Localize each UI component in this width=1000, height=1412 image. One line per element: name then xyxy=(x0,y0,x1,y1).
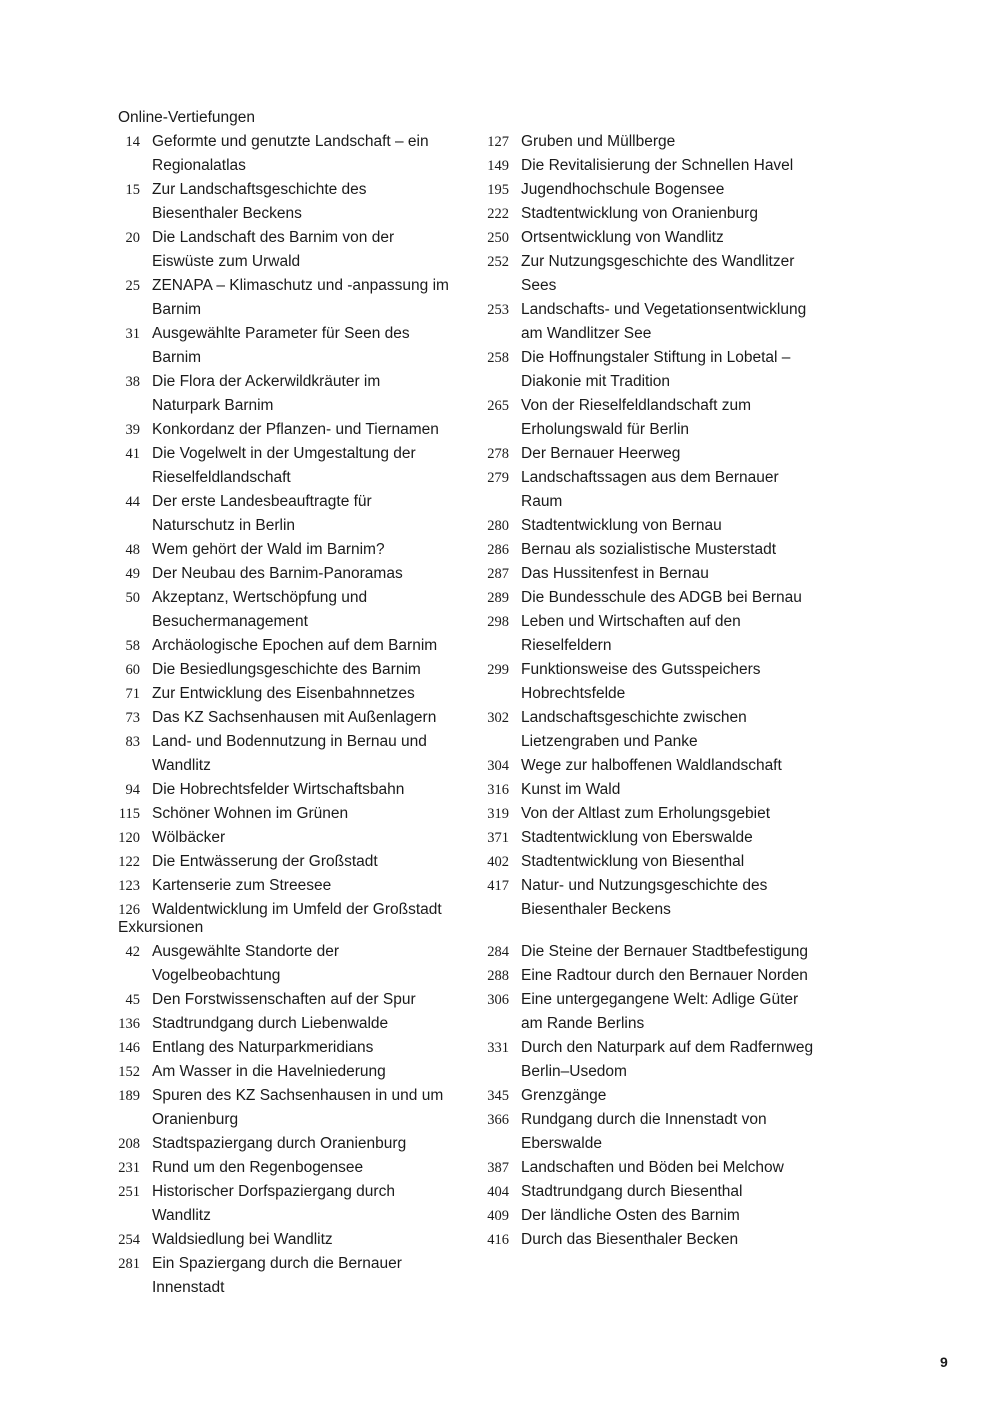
entry-title: Konkordanz der Pflanzen- und Tiernamen xyxy=(152,421,439,438)
entry-columns xyxy=(118,940,838,1300)
toc-entry[interactable] xyxy=(118,490,487,538)
entry-page-number: 284 xyxy=(487,944,509,960)
toc-entry[interactable] xyxy=(487,394,856,442)
entry-page-number: 409 xyxy=(487,1208,509,1224)
entry-title: Zur Nutzungsgeschichte des Wandlitzer Sees xyxy=(521,253,795,294)
section-exkursionen xyxy=(118,916,838,1300)
entry-title: Das KZ Sachsenhausen mit Außenlagern xyxy=(152,709,437,726)
toc-entry[interactable] xyxy=(118,562,487,586)
toc-entry[interactable] xyxy=(118,634,487,658)
entry-page-number: 42 xyxy=(125,944,140,960)
entry-title: Wege zur halboffenen Waldlandschaft xyxy=(521,757,782,774)
toc-entry[interactable] xyxy=(118,418,487,442)
entry-page-number: 319 xyxy=(487,806,509,822)
toc-entry[interactable] xyxy=(487,778,856,802)
entry-page-number: 73 xyxy=(125,710,140,726)
entry-title: Die Landschaft des Barnim von der Eiswüste zum Urwald xyxy=(152,229,395,270)
entry-title: Von der Altlast zum Erholungsgebiet xyxy=(521,805,771,822)
entry-page-number: 287 xyxy=(487,566,509,582)
entry-page-number: 15 xyxy=(125,182,140,198)
entry-title: Die Besiedlungsgeschichte des Barnim xyxy=(152,661,421,678)
entry-title: Die Revitalisierung der Schnellen Havel xyxy=(521,157,794,174)
entry-page-number: 152 xyxy=(118,1064,140,1080)
entry-page-number: 195 xyxy=(487,182,509,198)
entry-page-number: 208 xyxy=(118,1136,140,1152)
entry-page-number: 278 xyxy=(487,446,509,462)
toc-entry[interactable] xyxy=(118,1060,487,1084)
toc-entry[interactable] xyxy=(487,1204,856,1228)
entry-title: Jugendhochschule Bogensee xyxy=(521,181,725,198)
toc-entry[interactable] xyxy=(487,538,856,562)
entry-title: Der erste Landesbeauftragte für Naturschutz in Berlin xyxy=(152,493,372,534)
entry-page-number: 60 xyxy=(125,662,140,678)
entry-page-number: 222 xyxy=(487,206,509,222)
toc-entry[interactable] xyxy=(118,706,487,730)
entry-title: Der ländliche Osten des Barnim xyxy=(521,1207,740,1224)
entry-page-number: 331 xyxy=(487,1040,509,1056)
entry-title: Ausgewählte Parameter für Seen des Barnim xyxy=(152,325,410,366)
entry-page-number: 41 xyxy=(125,446,140,462)
entry-page-number: 258 xyxy=(487,350,509,366)
toc-entry[interactable] xyxy=(118,802,487,826)
toc-entry[interactable] xyxy=(487,1228,856,1252)
toc-entry[interactable] xyxy=(487,442,856,466)
toc-entry[interactable] xyxy=(487,964,856,988)
entry-page-number: 417 xyxy=(487,878,509,894)
entry-title: Die Hoffnungstaler Stiftung in Lobetal – Diakonie mit Tradition xyxy=(521,349,791,390)
entry-title: Stadtentwicklung von Bernau xyxy=(521,517,722,534)
toc-entry[interactable] xyxy=(118,826,487,850)
entry-page-number: 316 xyxy=(487,782,509,798)
entry-page-number: 127 xyxy=(487,134,509,150)
entry-title: Stadtentwicklung von Eberswalde xyxy=(521,829,753,846)
entry-title: Schöner Wohnen im Grünen xyxy=(152,805,349,822)
left-column xyxy=(118,940,487,1300)
entry-page-number: 402 xyxy=(487,854,509,870)
left-column xyxy=(118,130,487,922)
entry-page-number: 387 xyxy=(487,1160,509,1176)
toc-entry[interactable] xyxy=(487,514,856,538)
entry-page-number: 83 xyxy=(125,734,140,750)
entry-page-number: 265 xyxy=(487,398,509,414)
toc-entry[interactable] xyxy=(118,274,487,322)
toc-entry[interactable] xyxy=(118,130,487,178)
entry-page-number: 286 xyxy=(487,542,509,558)
toc-entry[interactable] xyxy=(487,130,856,154)
entry-title: Den Forstwissenschaften auf der Spur xyxy=(152,991,416,1008)
entry-page-number: 48 xyxy=(125,542,140,558)
entry-page-number: 371 xyxy=(487,830,509,846)
entry-title: Funktionsweise des Gutsspeichers Hobrechtsfelde xyxy=(521,661,761,702)
entry-page-number: 39 xyxy=(125,422,140,438)
entry-title: Die Vogelwelt in der Umgestaltung der Rieselfeldlandschaft xyxy=(152,445,416,486)
entry-columns xyxy=(118,130,838,922)
entry-page-number: 123 xyxy=(118,878,140,894)
entry-title: Die Flora der Ackerwildkräuter im Naturpark Barnim xyxy=(152,373,381,414)
entry-title: Entlang des Naturparkmeridians xyxy=(152,1039,374,1056)
toc-entry[interactable] xyxy=(487,1108,856,1156)
entry-page-number: 126 xyxy=(118,902,140,918)
toc-entry[interactable] xyxy=(487,154,856,178)
toc-entry[interactable] xyxy=(487,466,856,514)
entry-title: Eine Radtour durch den Bernauer Norden xyxy=(521,967,808,984)
entry-page-number: 366 xyxy=(487,1112,509,1128)
entry-page-number: 345 xyxy=(487,1088,509,1104)
entry-title: Von der Rieselfeldlandschaft zum Erholungswald für Berlin xyxy=(521,397,752,438)
toc-entry[interactable] xyxy=(118,178,487,226)
entry-page-number: 146 xyxy=(118,1040,140,1056)
toc-entry[interactable] xyxy=(487,802,856,826)
toc-entry[interactable] xyxy=(118,850,487,874)
entry-page-number: 38 xyxy=(125,374,140,390)
entry-page-number: 298 xyxy=(487,614,509,630)
entry-title: Stadtrundgang durch Biesenthal xyxy=(521,1183,743,1200)
entry-page-number: 58 xyxy=(125,638,140,654)
entry-page-number: 279 xyxy=(487,470,509,486)
entry-title: Durch das Biesenthaler Becken xyxy=(521,1231,739,1248)
toc-entry[interactable] xyxy=(118,538,487,562)
entry-page-number: 280 xyxy=(487,518,509,534)
entry-page-number: 120 xyxy=(118,830,140,846)
toc-entry[interactable] xyxy=(118,874,487,898)
entry-title: Ortsentwicklung von Wandlitz xyxy=(521,229,724,246)
entry-title: Geformte und genutzte Landschaft – ein Regionalatlas xyxy=(152,133,429,174)
entry-title: Die Bundesschule des ADGB bei Bernau xyxy=(521,589,802,606)
toc-entry[interactable] xyxy=(487,178,856,202)
entry-page-number: 281 xyxy=(118,1256,140,1272)
entry-title: Landschaftssagen aus dem Bernauer Raum xyxy=(521,469,779,510)
toc-entry[interactable] xyxy=(118,1252,487,1300)
entry-title: Landschafts- und Vegetationsentwicklung am Wandlitzer See xyxy=(521,301,807,342)
entry-title: Der Neubau des Barnim-Panoramas xyxy=(152,565,403,582)
toc-entry[interactable] xyxy=(118,730,487,778)
entry-title: Waldentwicklung im Umfeld der Großstadt xyxy=(152,901,442,918)
entry-title: Die Entwässerung der Großstadt xyxy=(152,853,378,870)
toc-entry[interactable] xyxy=(487,1084,856,1108)
entry-title: Archäologische Epochen auf dem Barnim xyxy=(152,637,438,654)
toc-entry[interactable] xyxy=(487,346,856,394)
entry-page-number: 404 xyxy=(487,1184,509,1200)
toc-entry[interactable] xyxy=(487,226,856,250)
entry-page-number: 50 xyxy=(125,590,140,606)
entry-title: ZENAPA – Klimaschutz und -anpassung im Barnim xyxy=(152,277,449,318)
entry-title: Landschaftsgeschichte zwischen Lietzengraben und Panke xyxy=(521,709,747,750)
section-online-vertiefungen xyxy=(118,106,838,922)
section-title: Online-Vertiefungen xyxy=(118,109,256,126)
entry-page-number: 31 xyxy=(125,326,140,342)
toc-entry[interactable] xyxy=(487,826,856,850)
right-column xyxy=(487,940,856,1300)
entry-page-number: 49 xyxy=(125,566,140,582)
entry-title: Kunst im Wald xyxy=(521,781,621,798)
toc-entry[interactable] xyxy=(118,1036,487,1060)
entry-title: Stadtrundgang durch Liebenwalde xyxy=(152,1015,389,1032)
entry-page-number: 288 xyxy=(487,968,509,984)
entry-page-number: 252 xyxy=(487,254,509,270)
toc-entry[interactable] xyxy=(487,706,856,754)
toc-entry[interactable] xyxy=(487,1180,856,1204)
entry-title: Spuren des KZ Sachsenhausen in und um Oranienburg xyxy=(152,1087,444,1128)
entry-title: Die Steine der Bernauer Stadtbefestigung xyxy=(521,943,808,960)
toc-entry[interactable] xyxy=(487,250,856,298)
entry-title: Die Hobrechtsfelder Wirtschaftsbahn xyxy=(152,781,405,798)
entry-title: Grenzgänge xyxy=(521,1087,607,1104)
toc-entry[interactable] xyxy=(487,850,856,874)
toc-entry[interactable] xyxy=(487,586,856,610)
toc-entry[interactable] xyxy=(118,940,487,988)
entry-title: Rund um den Regenbogensee xyxy=(152,1159,364,1176)
toc-entry[interactable] xyxy=(487,754,856,778)
entry-title: Stadtspaziergang durch Oranienburg xyxy=(152,1135,407,1152)
toc-entry[interactable] xyxy=(118,322,487,370)
entry-page-number: 251 xyxy=(118,1184,140,1200)
toc-entry[interactable] xyxy=(118,658,487,682)
toc-entry[interactable] xyxy=(487,202,856,226)
entry-page-number: 136 xyxy=(118,1016,140,1032)
entry-page-number: 304 xyxy=(487,758,509,774)
entry-title: Historischer Dorfspaziergang durch Wandlitz xyxy=(152,1183,395,1224)
toc-entry[interactable] xyxy=(487,1036,856,1084)
entry-page-number: 289 xyxy=(487,590,509,606)
entry-page-number: 25 xyxy=(125,278,140,294)
entry-page-number: 189 xyxy=(118,1088,140,1104)
section-title: Exkursionen xyxy=(118,919,204,936)
toc-entry[interactable] xyxy=(118,1180,487,1228)
toc-entry[interactable] xyxy=(118,778,487,802)
entry-page-number: 149 xyxy=(487,158,509,174)
entry-page-number: 250 xyxy=(487,230,509,246)
entry-page-number: 14 xyxy=(125,134,140,150)
entry-title: Ausgewählte Standorte der Vogelbeobachtung xyxy=(152,943,339,984)
page-number: 9 xyxy=(940,1354,948,1370)
toc-entry[interactable] xyxy=(487,1156,856,1180)
entry-page-number: 254 xyxy=(118,1232,140,1248)
toc-entry[interactable] xyxy=(118,682,487,706)
entry-page-number: 20 xyxy=(125,230,140,246)
toc-entry[interactable] xyxy=(487,658,856,706)
toc-entry[interactable] xyxy=(487,610,856,658)
toc-entry[interactable] xyxy=(118,586,487,634)
entry-title: Akzeptanz, Wertschöpfung und Besuchermanagement xyxy=(152,589,368,630)
entry-title: Zur Landschaftsgeschichte des Biesenthaler Beckens xyxy=(152,181,367,222)
entry-page-number: 416 xyxy=(487,1232,509,1248)
right-column xyxy=(487,130,856,922)
entry-page-number: 253 xyxy=(487,302,509,318)
toc-entry[interactable] xyxy=(118,1228,487,1252)
toc-entry[interactable] xyxy=(487,874,856,922)
toc-entry[interactable] xyxy=(487,562,856,586)
entry-page-number: 302 xyxy=(487,710,509,726)
toc-entry[interactable] xyxy=(487,988,856,1036)
entry-title: Wölbäcker xyxy=(152,829,226,846)
entry-title: Waldsiedlung bei Wandlitz xyxy=(152,1231,333,1248)
entry-page-number: 122 xyxy=(118,854,140,870)
entry-page-number: 299 xyxy=(487,662,509,678)
entry-page-number: 115 xyxy=(118,806,140,822)
entry-title: Der Bernauer Heerweg xyxy=(521,445,681,462)
toc-entry[interactable] xyxy=(118,226,487,274)
entry-page-number: 71 xyxy=(125,686,140,702)
entry-title: Zur Entwicklung des Eisenbahnnetzes xyxy=(152,685,415,702)
entry-title: Gruben und Müllberge xyxy=(521,133,676,150)
entry-title: Das Hussitenfest in Bernau xyxy=(521,565,709,582)
toc-entry[interactable] xyxy=(118,1084,487,1132)
toc-entry[interactable] xyxy=(487,298,856,346)
toc-entry[interactable] xyxy=(487,940,856,964)
entry-title: Ein Spaziergang durch die Bernauer Innenstadt xyxy=(152,1255,402,1296)
toc-entry[interactable] xyxy=(118,1132,487,1156)
entry-page-number: 94 xyxy=(125,782,140,798)
entry-title: Landschaften und Böden bei Melchow xyxy=(521,1159,784,1176)
entry-title: Eine untergegangene Welt: Adlige Güter am Rande Berlins xyxy=(521,991,799,1032)
entry-page-number: 231 xyxy=(118,1160,140,1176)
toc-entry[interactable] xyxy=(118,370,487,418)
entry-title: Stadtentwicklung von Oranienburg xyxy=(521,205,758,222)
entry-title: Leben und Wirtschaften auf den Rieselfeldern xyxy=(521,613,741,654)
entry-title: Durch den Naturpark auf dem Radfernweg Berlin–Usedom xyxy=(521,1039,814,1080)
entry-title: Rundgang durch die Innenstadt von Eberswalde xyxy=(521,1111,767,1152)
toc-entry[interactable] xyxy=(118,1012,487,1036)
entry-page-number: 45 xyxy=(125,992,140,1008)
toc-entry[interactable] xyxy=(118,988,487,1012)
entry-title: Bernau als sozialistische Musterstadt xyxy=(521,541,777,558)
entry-title: Am Wasser in die Havelniederung xyxy=(152,1063,386,1080)
entry-title: Wem gehört der Wald im Barnim? xyxy=(152,541,385,558)
entry-title: Kartenserie zum Streesee xyxy=(152,877,332,894)
toc-entry[interactable] xyxy=(118,442,487,490)
entry-title: Land- und Bodennutzung in Bernau und Wandlitz xyxy=(152,733,427,774)
toc-entry[interactable] xyxy=(118,1156,487,1180)
entry-title: Natur- und Nutzungsgeschichte des Biesenthaler Beckens xyxy=(521,877,768,918)
entry-title: Stadtentwicklung von Biesenthal xyxy=(521,853,745,870)
entry-page-number: 306 xyxy=(487,992,509,1008)
entry-page-number: 44 xyxy=(125,494,140,510)
